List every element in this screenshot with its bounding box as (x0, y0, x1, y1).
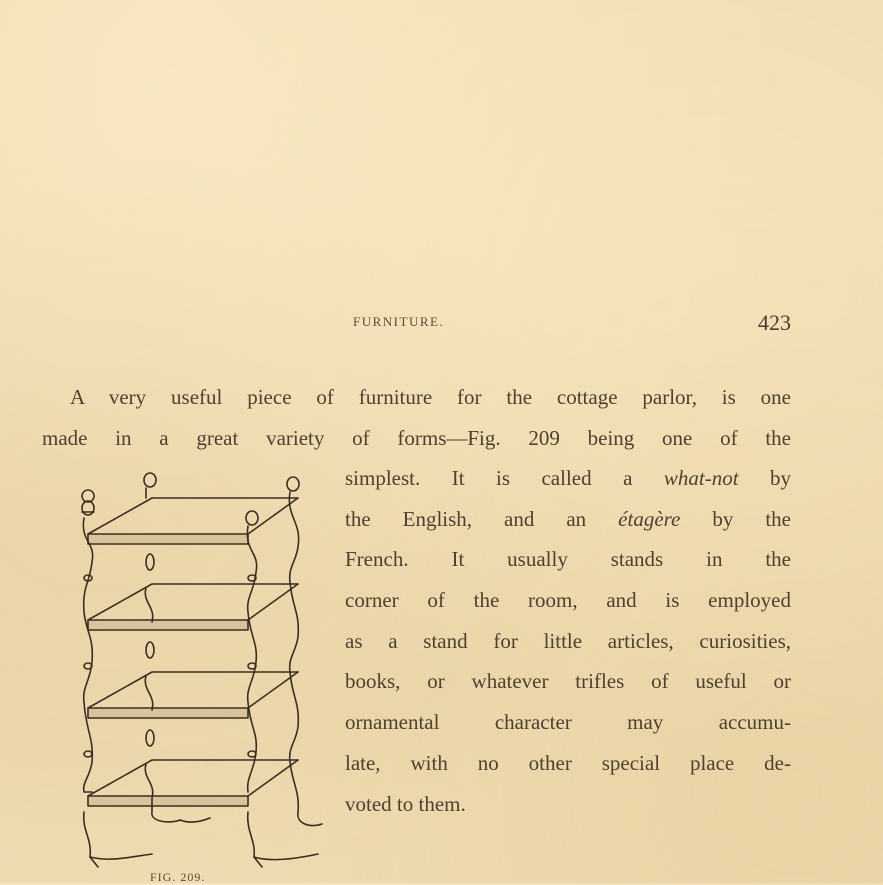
body-line-5: French. It usually stands in the (345, 547, 791, 571)
body-line-2: made in a great variety of forms—Fig. 209 being one of the (42, 426, 791, 450)
whatnot-engraving (60, 462, 345, 877)
body-line-9: ornamental character may accumu- (345, 710, 791, 734)
body-line-3-b: by (738, 466, 791, 490)
body-line-4 (345, 509, 791, 530)
body-line-7: as a stand for little articles, curiosities, (345, 629, 791, 653)
body-line-1: A very useful piece of furniture for the cottage parlor, is one (70, 385, 791, 409)
body-line-10: late, with no other special place de- (345, 751, 791, 775)
body-line-3 (345, 468, 791, 489)
italic-what-not: what-not (663, 466, 739, 490)
etagere-illustration (60, 462, 345, 877)
figure-caption: FIG. 209. (150, 870, 206, 884)
body-line-3-a: simplest. It is called a (345, 466, 664, 490)
body-line-8: books, or whatever trifles of useful or (345, 669, 791, 693)
body-line-6: corner of the room, and is employed (345, 588, 791, 612)
page-number: 423 (758, 310, 791, 335)
body-line-11: voted to them. (345, 792, 466, 816)
body-line-4-a: the English, and an (345, 507, 619, 531)
body-line-4-b: by the (680, 507, 792, 531)
italic-etagere: étagère (618, 507, 681, 531)
running-head: FURNITURE. (353, 314, 445, 329)
